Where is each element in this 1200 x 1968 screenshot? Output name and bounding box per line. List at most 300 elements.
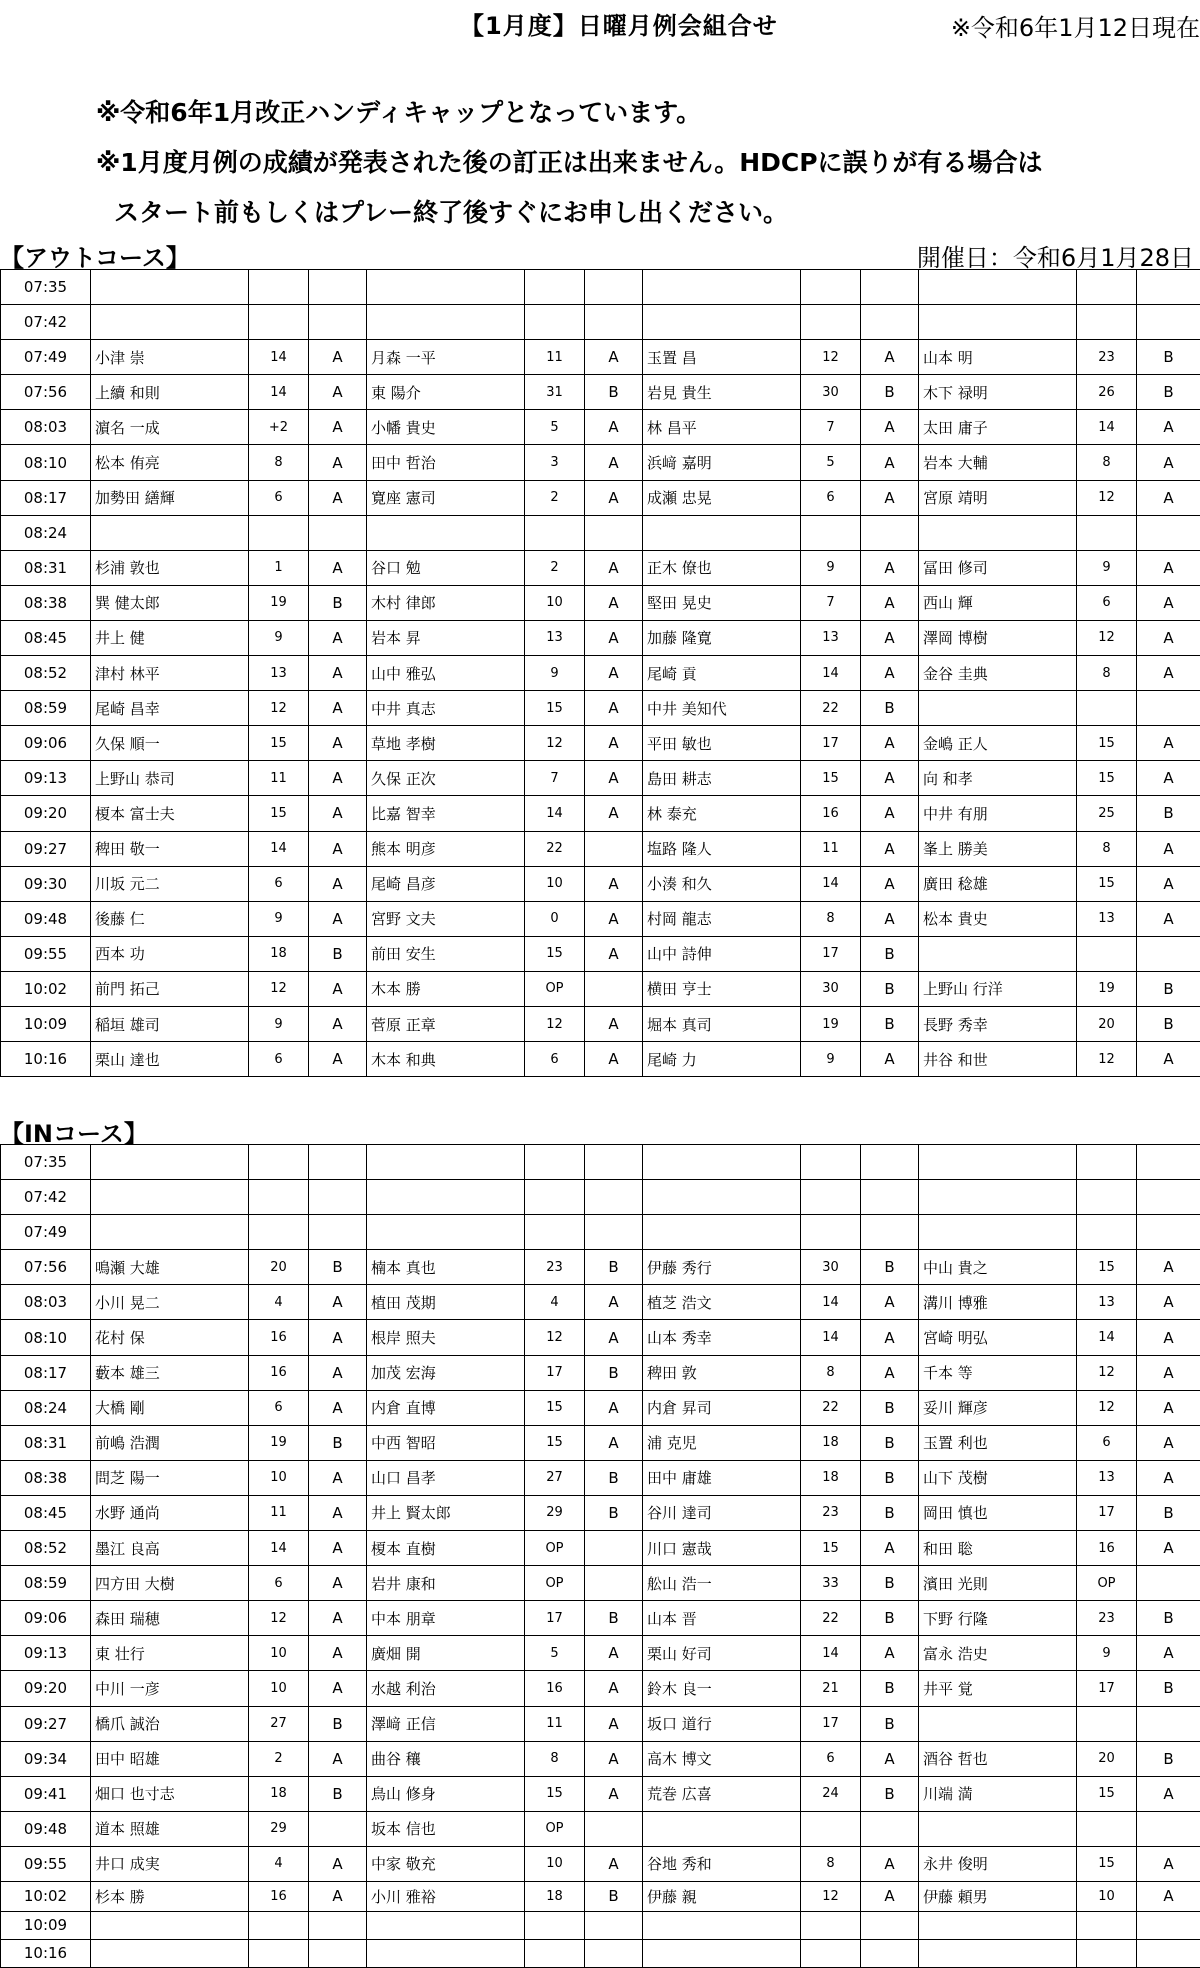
player-handicap: OP [525, 1811, 585, 1846]
tee-time-row [1, 305, 1200, 340]
player-handicap: 7 [525, 761, 585, 796]
tee-time: 09:34 [1, 1741, 91, 1776]
player-name: 中西 智昭 [367, 1425, 525, 1460]
player-class [309, 1939, 367, 1967]
player-name [91, 515, 249, 550]
player-handicap [1077, 1215, 1137, 1250]
player-handicap: 3 [525, 445, 585, 480]
player-class: A [309, 1495, 367, 1530]
player-class: B [309, 1250, 367, 1285]
player-name: 堀本 真司 [643, 1006, 801, 1041]
player-name: 太田 庸子 [919, 410, 1077, 445]
player-class [585, 971, 643, 1006]
player-class: A [1137, 726, 1200, 761]
player-name [919, 515, 1077, 550]
player-class: A [309, 375, 367, 410]
player-handicap: 13 [525, 620, 585, 655]
player-handicap: 6 [249, 866, 309, 901]
player-class: A [1137, 620, 1200, 655]
player-name [919, 1811, 1077, 1846]
player-class: B [861, 1425, 919, 1460]
player-name: 杉浦 敦也 [91, 550, 249, 585]
player-name: 小川 晃二 [91, 1285, 249, 1320]
player-name: 月森 一平 [367, 340, 525, 375]
player-handicap: 15 [1077, 1250, 1137, 1285]
player-name: 鳴瀬 大雄 [91, 1250, 249, 1285]
player-class: A [585, 901, 643, 936]
tee-time: 08:38 [1, 1460, 91, 1495]
player-handicap: 33 [801, 1566, 861, 1601]
player-name: 平田 敏也 [643, 726, 801, 761]
player-handicap: 9 [249, 1006, 309, 1041]
player-class [585, 1215, 643, 1250]
player-handicap: 6 [1077, 585, 1137, 620]
player-name: 杉本 勝 [91, 1881, 249, 1911]
player-class: A [861, 726, 919, 761]
tee-time: 08:59 [1, 691, 91, 726]
player-handicap: 2 [249, 1741, 309, 1776]
player-name: 加茂 宏海 [367, 1355, 525, 1390]
player-class: A [861, 1846, 919, 1881]
player-handicap: 27 [249, 1706, 309, 1741]
player-name: 千本 等 [919, 1355, 1077, 1390]
player-handicap: 2 [525, 480, 585, 515]
player-handicap: 15 [1077, 1846, 1137, 1881]
player-handicap: 15 [1077, 726, 1137, 761]
player-handicap: 15 [525, 1390, 585, 1425]
player-name: 上野山 恭司 [91, 761, 249, 796]
player-name: 上野山 行洋 [919, 971, 1077, 1006]
player-class: A [585, 1706, 643, 1741]
player-name [919, 1706, 1077, 1741]
player-name: 川口 憲哉 [643, 1531, 801, 1566]
player-name: 比嘉 智幸 [367, 796, 525, 831]
player-class: B [861, 1495, 919, 1530]
player-handicap [801, 1180, 861, 1215]
tee-time: 10:02 [1, 971, 91, 1006]
player-handicap: 8 [801, 1846, 861, 1881]
player-handicap [1077, 305, 1137, 340]
player-class: A [309, 1320, 367, 1355]
player-class [861, 1215, 919, 1250]
player-name: 前田 安生 [367, 936, 525, 971]
player-name: 墨江 良高 [91, 1531, 249, 1566]
player-name: 山口 昌孝 [367, 1460, 525, 1495]
player-name: 山本 秀幸 [643, 1320, 801, 1355]
player-handicap [525, 1911, 585, 1939]
player-class: A [861, 1285, 919, 1320]
player-name: 濱田 光則 [919, 1566, 1077, 1601]
player-name: 中井 真志 [367, 691, 525, 726]
player-class: A [861, 866, 919, 901]
tee-time-row [1, 445, 1200, 480]
player-handicap [525, 1145, 585, 1180]
player-class: B [861, 1006, 919, 1041]
player-handicap: 20 [249, 1250, 309, 1285]
tee-time: 10:16 [1, 1042, 91, 1077]
player-name [367, 1939, 525, 1967]
tee-time: 09:48 [1, 1811, 91, 1846]
player-name: 木本 勝 [367, 971, 525, 1006]
player-handicap: 15 [525, 691, 585, 726]
player-class: A [1137, 1776, 1200, 1811]
player-handicap: 14 [249, 340, 309, 375]
player-class: A [585, 936, 643, 971]
tee-time: 09:27 [1, 831, 91, 866]
player-name: 谷川 達司 [643, 1495, 801, 1530]
player-handicap [525, 1180, 585, 1215]
player-name: 井上 健 [91, 620, 249, 655]
player-name: 久保 正次 [367, 761, 525, 796]
player-handicap: 16 [525, 1671, 585, 1706]
player-class [1137, 270, 1200, 305]
player-handicap [801, 1939, 861, 1967]
player-class: A [861, 410, 919, 445]
player-name: 水越 利治 [367, 1671, 525, 1706]
player-class [1137, 1180, 1200, 1215]
player-name [91, 270, 249, 305]
player-handicap [801, 1911, 861, 1939]
player-class: A [1137, 831, 1200, 866]
tee-time: 08:17 [1, 1355, 91, 1390]
tee-time: 08:24 [1, 1390, 91, 1425]
player-name: 澤岡 博樹 [919, 620, 1077, 655]
player-class [585, 515, 643, 550]
player-class: B [1137, 1601, 1200, 1636]
player-handicap: 8 [1077, 445, 1137, 480]
player-class: A [585, 1006, 643, 1041]
tee-time: 10:02 [1, 1881, 91, 1911]
player-name: 山本 明 [919, 340, 1077, 375]
player-handicap: +2 [249, 410, 309, 445]
in-course-label: 【INコース】 [0, 1114, 148, 1149]
tee-time-row [1, 1776, 1200, 1811]
player-class: B [585, 1881, 643, 1911]
player-handicap: 17 [801, 726, 861, 761]
player-handicap: 5 [801, 445, 861, 480]
player-name: 田中 庸雄 [643, 1460, 801, 1495]
player-class: A [1137, 1320, 1200, 1355]
player-class [861, 1145, 919, 1180]
player-handicap: 22 [801, 1601, 861, 1636]
tee-time-row [1, 691, 1200, 726]
player-name: 中井 有朋 [919, 796, 1077, 831]
player-name [91, 1911, 249, 1939]
notes [96, 88, 1043, 238]
tee-time-row [1, 1741, 1200, 1776]
player-handicap: 17 [801, 1706, 861, 1741]
player-name: 東 陽介 [367, 375, 525, 410]
player-class: A [1137, 761, 1200, 796]
player-name: 坂口 道行 [643, 1706, 801, 1741]
player-class: A [309, 726, 367, 761]
tee-time: 09:48 [1, 901, 91, 936]
player-class: A [1137, 1531, 1200, 1566]
player-class [309, 515, 367, 550]
tee-time: 09:30 [1, 866, 91, 901]
player-handicap: 20 [1077, 1741, 1137, 1776]
player-handicap [801, 1811, 861, 1846]
out-course-table [0, 269, 1200, 1077]
player-class: A [861, 1531, 919, 1566]
player-name: 岡田 慎也 [919, 1495, 1077, 1530]
player-handicap: 5 [525, 1636, 585, 1671]
player-class: A [309, 410, 367, 445]
tee-time-row [1, 1846, 1200, 1881]
player-handicap: 0 [525, 901, 585, 936]
player-handicap: 16 [249, 1881, 309, 1911]
player-handicap: 15 [249, 796, 309, 831]
player-name: 花村 保 [91, 1320, 249, 1355]
player-name: 坂本 信也 [367, 1811, 525, 1846]
tee-time: 07:35 [1, 270, 91, 305]
player-name: 浦 克児 [643, 1425, 801, 1460]
player-class: A [585, 1320, 643, 1355]
player-name: 金谷 圭典 [919, 656, 1077, 691]
player-name: 荒巻 広喜 [643, 1776, 801, 1811]
player-name: 寛座 憲司 [367, 480, 525, 515]
player-name [643, 270, 801, 305]
player-handicap: 15 [801, 761, 861, 796]
tee-time: 10:09 [1, 1006, 91, 1041]
player-name: 小川 雅裕 [367, 1881, 525, 1911]
player-handicap [525, 1215, 585, 1250]
player-class: A [861, 1636, 919, 1671]
player-class: A [309, 480, 367, 515]
player-class: A [861, 656, 919, 691]
player-handicap: 10 [1077, 1881, 1137, 1911]
player-handicap: 6 [249, 1566, 309, 1601]
player-name: 巽 健太郎 [91, 585, 249, 620]
player-class: A [309, 796, 367, 831]
tee-time-row [1, 620, 1200, 655]
player-name: 木本 和典 [367, 1042, 525, 1077]
tee-time: 08:52 [1, 1531, 91, 1566]
tee-time: 07:35 [1, 1145, 91, 1180]
player-name: 舩山 浩一 [643, 1566, 801, 1601]
player-handicap: 14 [801, 656, 861, 691]
player-class: A [861, 585, 919, 620]
player-class: A [309, 971, 367, 1006]
player-name: 山下 茂樹 [919, 1460, 1077, 1495]
tee-time-row [1, 340, 1200, 375]
player-class: A [861, 620, 919, 655]
player-class: A [309, 1566, 367, 1601]
player-handicap [249, 270, 309, 305]
player-class: A [861, 901, 919, 936]
tee-time-row [1, 1460, 1200, 1495]
player-class: A [309, 656, 367, 691]
player-name: 水野 通尚 [91, 1495, 249, 1530]
player-class: A [585, 1390, 643, 1425]
player-name: 小幡 貴史 [367, 410, 525, 445]
player-handicap: 6 [1077, 1425, 1137, 1460]
tee-time: 09:27 [1, 1706, 91, 1741]
player-handicap [801, 1145, 861, 1180]
player-name: 熊本 明彦 [367, 831, 525, 866]
player-class [1137, 936, 1200, 971]
player-name: 玉置 昌 [643, 340, 801, 375]
player-handicap [1077, 1180, 1137, 1215]
player-name [643, 1939, 801, 1967]
player-class: A [861, 480, 919, 515]
player-name: 加勢田 繕輝 [91, 480, 249, 515]
player-class: B [585, 1495, 643, 1530]
player-handicap: 11 [249, 761, 309, 796]
player-name [643, 1215, 801, 1250]
tee-time: 07:56 [1, 375, 91, 410]
player-name [367, 270, 525, 305]
tee-time-row [1, 270, 1200, 305]
player-name: 森田 瑞穂 [91, 1601, 249, 1636]
player-name: 和田 聡 [919, 1531, 1077, 1566]
player-class [861, 1939, 919, 1967]
player-handicap: 18 [249, 936, 309, 971]
player-name: 宮野 文夫 [367, 901, 525, 936]
player-handicap: 16 [1077, 1531, 1137, 1566]
player-name [367, 515, 525, 550]
player-name: 根岸 照夫 [367, 1320, 525, 1355]
tee-time-row [1, 550, 1200, 585]
tee-time-row [1, 726, 1200, 761]
player-handicap: 21 [801, 1671, 861, 1706]
player-handicap: 9 [525, 656, 585, 691]
player-handicap: 19 [801, 1006, 861, 1041]
player-handicap: 30 [801, 375, 861, 410]
player-name: 津村 林平 [91, 656, 249, 691]
player-class [585, 1939, 643, 1967]
player-handicap [801, 270, 861, 305]
player-class: A [1137, 866, 1200, 901]
tee-time: 08:10 [1, 1320, 91, 1355]
tee-time: 09:06 [1, 1601, 91, 1636]
player-class [585, 831, 643, 866]
player-class: A [861, 550, 919, 585]
player-handicap: 7 [801, 410, 861, 445]
player-handicap: 18 [801, 1425, 861, 1460]
tee-time: 10:16 [1, 1939, 91, 1967]
tee-time: 09:55 [1, 1846, 91, 1881]
player-name [919, 1145, 1077, 1180]
player-class [309, 270, 367, 305]
player-name: 岩本 大輔 [919, 445, 1077, 480]
player-name: 加藤 隆寛 [643, 620, 801, 655]
tee-time-row [1, 1671, 1200, 1706]
player-class: A [861, 340, 919, 375]
player-name [91, 1145, 249, 1180]
player-class: B [1137, 971, 1200, 1006]
tee-time-row [1, 1911, 1200, 1939]
player-name: 植田 茂期 [367, 1285, 525, 1320]
player-class [1137, 1911, 1200, 1939]
player-name: 村岡 龍志 [643, 901, 801, 936]
player-name: 川端 満 [919, 1776, 1077, 1811]
player-name: 岩本 昇 [367, 620, 525, 655]
player-handicap: 15 [525, 936, 585, 971]
player-name: 道本 照雄 [91, 1811, 249, 1846]
player-class: B [861, 375, 919, 410]
tee-time: 08:10 [1, 445, 91, 480]
player-handicap: 13 [1077, 1460, 1137, 1495]
tee-time: 08:31 [1, 550, 91, 585]
player-class: B [1137, 1671, 1200, 1706]
player-class: A [861, 1355, 919, 1390]
player-name: 松本 侑亮 [91, 445, 249, 480]
player-handicap: 11 [525, 340, 585, 375]
player-class: A [585, 761, 643, 796]
player-class: A [861, 761, 919, 796]
player-name: 稗田 敬一 [91, 831, 249, 866]
tee-time-row [1, 761, 1200, 796]
player-name: 伊藤 秀行 [643, 1250, 801, 1285]
player-class: A [309, 1636, 367, 1671]
player-class: A [585, 550, 643, 585]
player-name: 楠本 真也 [367, 1250, 525, 1285]
player-class: B [1137, 1495, 1200, 1530]
player-handicap: 10 [249, 1460, 309, 1495]
player-handicap: 10 [525, 585, 585, 620]
player-handicap: 22 [525, 831, 585, 866]
player-handicap: 6 [525, 1042, 585, 1077]
tee-time: 07:49 [1, 1215, 91, 1250]
player-name: 四方田 大樹 [91, 1566, 249, 1601]
tee-time-row [1, 410, 1200, 445]
tee-time-row [1, 831, 1200, 866]
player-handicap [1077, 936, 1137, 971]
player-handicap: 8 [525, 1741, 585, 1776]
tee-time: 10:09 [1, 1911, 91, 1939]
player-name: 前嶋 浩潤 [91, 1425, 249, 1460]
tee-time-row [1, 1320, 1200, 1355]
player-name: 谷地 秀和 [643, 1846, 801, 1881]
player-class: A [585, 1671, 643, 1706]
player-name: 後藤 仁 [91, 901, 249, 936]
player-name: 植芝 浩文 [643, 1285, 801, 1320]
player-class: A [1137, 1636, 1200, 1671]
tee-time-row [1, 866, 1200, 901]
player-class: B [861, 1250, 919, 1285]
player-class: A [585, 480, 643, 515]
player-handicap: 18 [525, 1881, 585, 1911]
player-handicap [1077, 1811, 1137, 1846]
player-name: 山中 雅弘 [367, 656, 525, 691]
player-name: 山中 詩伸 [643, 936, 801, 971]
player-handicap: 15 [525, 1776, 585, 1811]
player-class: A [1137, 656, 1200, 691]
player-class [309, 1145, 367, 1180]
player-name: 大橋 剛 [91, 1390, 249, 1425]
tee-time-row [1, 1145, 1200, 1180]
player-class: A [585, 585, 643, 620]
player-handicap: OP [525, 1531, 585, 1566]
player-name: 岩井 康和 [367, 1566, 525, 1601]
player-class: A [1137, 1881, 1200, 1911]
player-handicap [1077, 1706, 1137, 1741]
tee-time: 08:31 [1, 1425, 91, 1460]
player-handicap [249, 1939, 309, 1967]
player-handicap: 16 [249, 1355, 309, 1390]
tee-time-row [1, 1495, 1200, 1530]
tee-time: 08:24 [1, 515, 91, 550]
player-handicap: 14 [801, 1285, 861, 1320]
player-class: A [309, 1285, 367, 1320]
player-handicap: 15 [1077, 761, 1137, 796]
player-name: 藪本 雄三 [91, 1355, 249, 1390]
tee-time-row [1, 585, 1200, 620]
player-name: 下野 行隆 [919, 1601, 1077, 1636]
player-handicap: 8 [801, 901, 861, 936]
player-handicap: OP [1077, 1566, 1137, 1601]
